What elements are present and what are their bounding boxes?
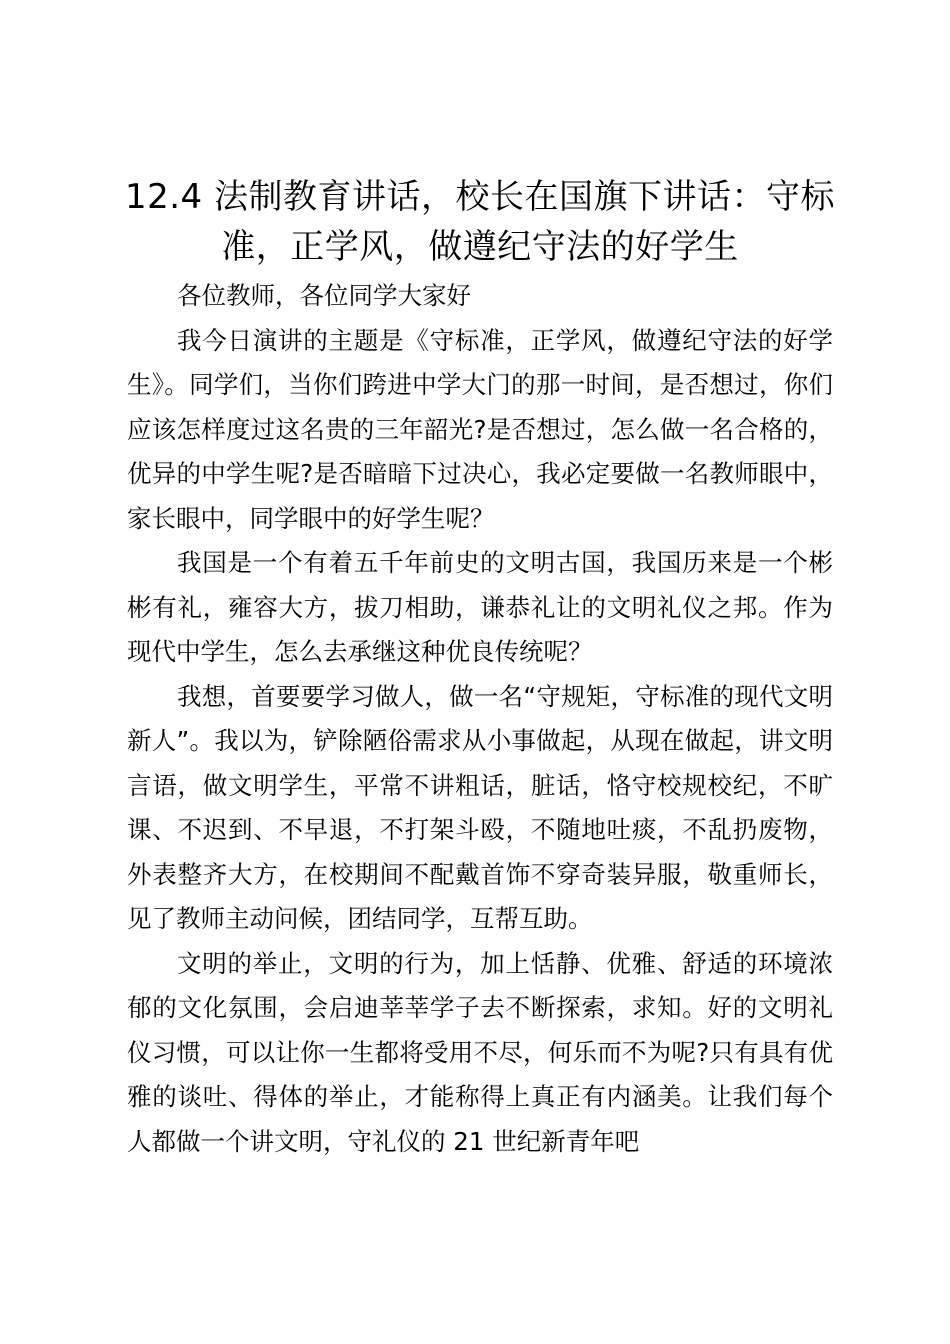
paragraph-4: 文明的举止，文明的行为，加上恬静、优雅、舒适的环境浓郁的文化氛围，会启迪莘莘学子去不断探索，求知。好的文明礼仪习惯，可以让你一生都将受用不尽，何乐而不为呢?只有具有优雅的谈吐、得体的举止，才能称得上真正有内涵美。让我们每个人都做一个讲文明，守礼仪的 21 世纪新青年吧 xyxy=(127,948,833,1156)
paragraph-3: 我想，首要要学习做人，做一名“守规矩，守标准的现代文明新人”。我以为，铲除陋俗需求从小事做起，从现在做起，讲文明言语，做文明学生，平常不讲粗话，脏话，恪守校规校纪，不旷课、不迟到、不早退，不打架斗殴，不随地吐痰，不乱扔废物，外表整齐大方，在校期间不配戴首饰不穿奇装异服，敬重师长，见了教师主动问候，团结同学，互帮互助。 xyxy=(127,681,833,933)
document-page xyxy=(124,172,835,1164)
document-title: 12.4 法制教育讲话，校长在国旗下讲话：守标准，正学风，做遵纪守法的好学生 xyxy=(124,177,835,267)
paragraph-2: 我国是一个有着五千年前史的文明古国，我国历来是一个彬彬有礼，雍容大方，拔刀相助，谦恭礼让的文明礼仪之邦。作为现代中学生，怎么去承继这种优良传统呢？ xyxy=(127,548,833,666)
paragraph-1: 我今日演讲的主题是《守标准，正学风，做遵纪守法的好学生》。同学们，当你们跨进中学大门的那一时间，是否想过，你们应该怎样度过这名贵的三年韶光?是否想过，怎么做一名合格的，优异的中学生呢?是否暗暗下过决心，我必定要做一名教师眼中，家长眼中，同学眼中的好学生呢？ xyxy=(127,325,833,533)
greeting: 各位教师，各位同学大家好 xyxy=(177,281,471,310)
